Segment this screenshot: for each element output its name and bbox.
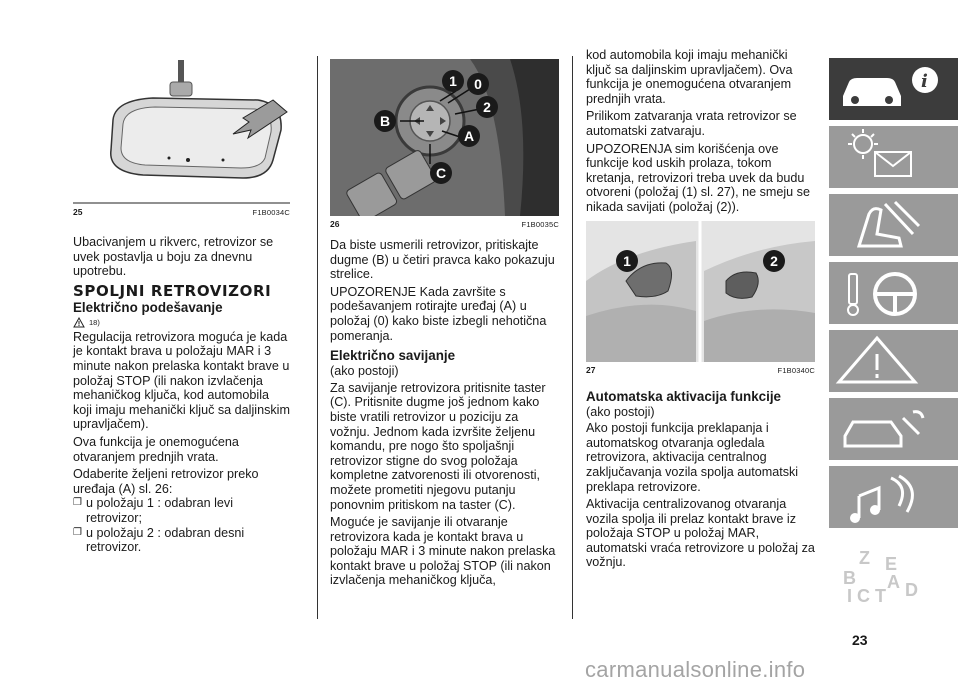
callout-1: 1 <box>616 250 638 272</box>
callout-2: 2 <box>476 96 498 118</box>
subheading-note: (ako postoji) <box>330 364 399 379</box>
tab-maintenance[interactable] <box>829 398 958 460</box>
index-letter: Z <box>859 548 870 568</box>
index-letter: B <box>843 568 856 588</box>
paragraph: Ubacivanjem u rikverc, retrovizor se uvek postavlja u boju za dnevnu upotrebu. <box>73 235 274 279</box>
index-letter: E <box>885 554 898 574</box>
paragraph: Odaberite željeni retrovizor preko uređaja (A) sl. 26: <box>73 467 259 496</box>
tab-dashboard[interactable] <box>829 126 958 188</box>
subheading: Električno savijanje <box>330 348 456 364</box>
tab-starting-driving[interactable] <box>829 262 958 324</box>
multimedia-icon <box>829 466 958 528</box>
rearview-mirror-illustration <box>73 60 290 204</box>
index-letter: C <box>857 586 870 606</box>
figure-25 <box>73 60 290 204</box>
figure-26-caption <box>330 219 559 229</box>
callout-a: A <box>458 125 480 147</box>
tab-multimedia[interactable] <box>829 466 958 528</box>
checkbox-bullet-icon: ❐ <box>73 526 82 538</box>
column-divider <box>572 56 573 619</box>
callout-2: 2 <box>763 250 785 272</box>
callout-c: C <box>430 162 452 184</box>
paragraph: UPOZORENJE Kada završite s podešavanjem rotirajte uređaj (A) u položaj (0) kako biste izbegli nehotična pomeranja. <box>330 284 547 343</box>
figure-number: 26 <box>330 219 340 229</box>
callout-b: B <box>374 110 396 132</box>
tab-knowing-your-car[interactable] <box>829 58 958 120</box>
tab-index[interactable] <box>829 546 958 606</box>
callout-1: 1 <box>442 70 464 92</box>
list-item <box>73 526 290 555</box>
svg-text:i: i <box>921 71 928 92</box>
car-info-icon <box>829 58 958 120</box>
section-heading: SPOLJNI RETROVIZORI <box>73 281 272 300</box>
tab-emergency[interactable] <box>829 330 958 392</box>
figure-id: F1B0034C <box>252 208 290 217</box>
list-item <box>73 496 290 525</box>
warning-ref-number: 18) <box>89 317 100 327</box>
paragraph: kod automobila koji imaju mehanički ključ sa daljinskim upravljačem). Ova funkcija je onemogućena otvaranjem prednjih vrata. <box>586 48 793 106</box>
warning-reference <box>73 317 290 328</box>
list-item-text: u položaju 1 : odabran levi retrovizor; <box>85 496 233 525</box>
car-service-icon <box>829 398 958 460</box>
figure-number: 27 <box>586 364 596 375</box>
subheading: Automatska aktivacija funkcije <box>586 388 781 404</box>
index-letter: T <box>875 586 886 606</box>
figure-id: F1B0035C <box>521 220 559 229</box>
column-right <box>586 0 815 573</box>
paragraph: UPOZORENJA sim korišćenja ove funkcije kod uskih prolaza, tokom kretanja, retrovizori treba uvek da budu otvoreni (položaj (1) sl. 27), ne smeju se nikada savijati (položaj (2)). <box>586 141 810 214</box>
index-letter: A <box>887 572 900 592</box>
paragraph: Da biste usmerili retrovizor, pritiskajte dugme (B) u četiri pravca kako pokazuju strelice. <box>330 238 555 282</box>
figure-27-caption <box>586 365 815 375</box>
column-left <box>73 0 290 555</box>
figure-26 <box>330 59 559 216</box>
figure-27 <box>586 221 815 362</box>
steering-wheel-icon <box>829 262 958 324</box>
subheading-note: (ako postoji) <box>586 404 655 419</box>
callout-0: 0 <box>467 73 489 95</box>
paragraph: Aktivacija centralizovanog otvaranja vozila spolja ili prelaz kontakt brave iz položaja STOP u položaj MAR, automatski vraća retrovizore u položaj za vožnju. <box>586 497 815 570</box>
index-letter: I <box>847 586 853 606</box>
watermark: carmanualsonline.info <box>585 657 806 682</box>
figure-number: 25 <box>73 207 83 217</box>
sun-envelope-icon <box>829 126 958 188</box>
column-middle <box>330 0 559 591</box>
warning-triangle-icon <box>829 330 958 392</box>
paragraph: Prilikom zatvaranja vrata retrovizor se automatski zatvaraju. <box>586 109 797 138</box>
folded-mirror-illustration <box>586 221 815 362</box>
figure-id: F1B0340C <box>777 365 815 375</box>
index-letter: D <box>905 580 918 600</box>
tab-safety[interactable] <box>829 194 958 256</box>
page-number: 23 <box>852 632 868 648</box>
paragraph: Ako postoji funkcija preklapanja i automatskog otvaranja ogledala retrovizora, aktivacija centralnog zaključavanja vozila spolja automatski preklapa retrovizore. <box>586 421 799 494</box>
seat-airbag-icon <box>829 194 958 256</box>
warning-triangle-icon <box>73 317 85 328</box>
column-divider <box>317 56 318 619</box>
list-item-text: u položaju 2 : odabran desni retrovizor. <box>85 525 245 555</box>
checkbox-bullet-icon: ❐ <box>73 497 82 509</box>
paragraph: Ova funkcija je onemogućena otvaranjem prednjih vrata. <box>73 434 239 464</box>
subheading: Električno podešavanje <box>73 299 223 315</box>
paragraph: Regulacija retrovizora moguća je kada je kontakt brava u položaju MAR i 3 minute nakon prelaska kontakt brave u položaj STOP (ili nakon izvlačenja mehaničkog ključa, kod automobila koji imaju mehanički ključ sa daljinskim upravljačem). <box>73 329 290 432</box>
paragraph: Za savijanje retrovizora pritisnite taster (C). Pritisnite dugme još jednom kako biste vratili retrovizor u poziciju za vožnju. Jednom kada izvršite željenu komandu, pre nogo što spoljašnji retrovizor stigne do svog položaja kompletne zatvorenosti ili otvorenosti, možete prometiti njegovu putanju ponovnim pritiskom na taster (C). <box>330 380 546 512</box>
figure-25-caption <box>73 207 290 217</box>
paragraph: Moguće je savijanje ili otvaranje retrovizora kada je kontakt brava u položaju MAR i 3 minute nakon prelaska kontakt brave u položaj STOP (ili nakon izvlačenja mehaničkog ključa, <box>330 515 556 588</box>
